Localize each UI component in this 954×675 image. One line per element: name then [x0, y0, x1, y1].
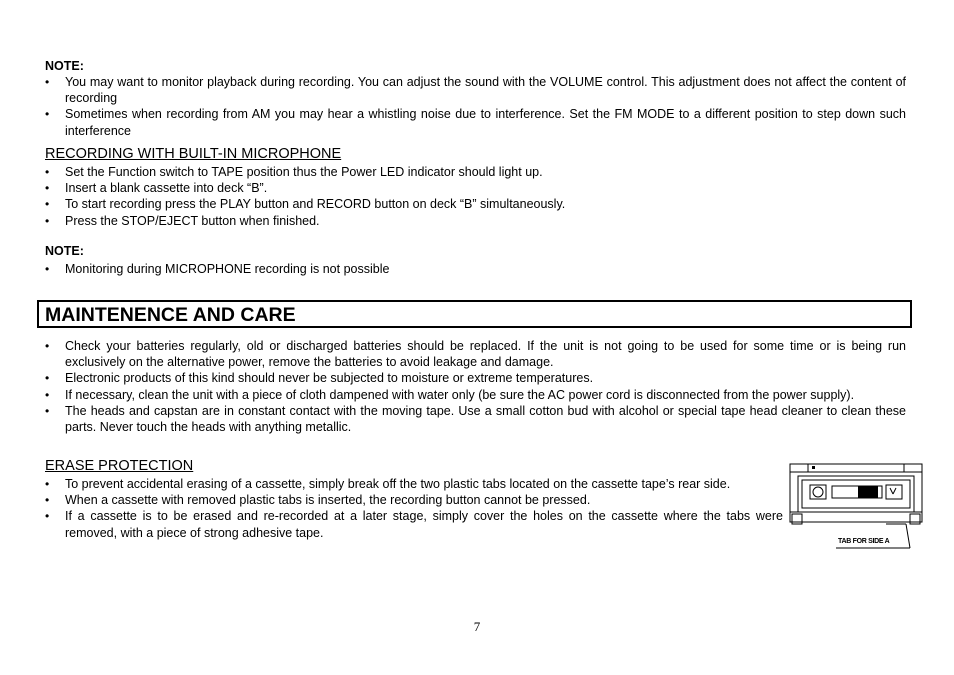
recording-list: [45, 164, 906, 229]
recording-heading: RECORDING WITH BUILT-IN MICROPHONE: [45, 146, 342, 162]
note-heading: NOTE:: [45, 244, 84, 258]
maintenance-list: [45, 338, 906, 435]
section-title-box: [37, 300, 912, 328]
list-item: • The heads and capstan are in constant contact with the moving tape. Use a small cotton bud with alcohol or special tape head cleaner to clean these parts. Never touch the heads with anything metallic.: [45, 403, 906, 435]
cassette-figure: [788, 462, 924, 554]
erase-heading: ERASE PROTECTION: [45, 458, 194, 474]
section-title: MAINTENENCE AND CARE: [45, 304, 296, 326]
list-item: • To start recording press the PLAY button and RECORD button on deck “B” simultaneously.: [45, 196, 906, 212]
list-item: • Press the STOP/EJECT button when finished.: [45, 213, 906, 229]
list-item: • To prevent accidental erasing of a cassette, simply break off the two plastic tabs located on the cassette tape’s rear side.: [45, 476, 783, 492]
list-item: • You may want to monitor playback during recording. You can adjust the sound with the VOLUME control. This adjustment does not affect the content of recording: [45, 74, 906, 106]
list-item: • Electronic products of this kind should never be subjected to moisture or extreme temperatures.: [45, 370, 906, 386]
erase-list: [45, 476, 783, 541]
list-item: • If necessary, clean the unit with a piece of cloth dampened with water only (be sure the AC power cord is disconnected from the power supply).: [45, 387, 906, 403]
list-item: • Sometimes when recording from AM you may hear a whistling noise due to interference. Set the FM MODE to a different position to step down such interference: [45, 106, 906, 138]
list-item: • Insert a blank cassette into deck “B”.: [45, 180, 906, 196]
note-heading: NOTE:: [45, 59, 84, 73]
note-list: [45, 74, 906, 139]
list-item: • If a cassette is to be erased and re-recorded at a later stage, simply cover the holes on the cassette where the tabs were removed, with a piece of strong adhesive tape.: [45, 508, 783, 540]
note-list: [45, 261, 906, 277]
list-item: • Check your batteries regularly, old or discharged batteries should be replaced. If the unit is not going to be used for some time or is being run exclusively on the alternative power, remove the batteries to avoid leakage and damage.: [45, 338, 906, 370]
list-item: • Monitoring during MICROPHONE recording is not possible: [45, 261, 906, 277]
list-item: • When a cassette with removed plastic tabs is inserted, the recording button cannot be pressed.: [45, 492, 783, 508]
figure-caption: TAB FOR SIDE A: [838, 538, 890, 545]
list-item: • Set the Function switch to TAPE position thus the Power LED indicator should light up.: [45, 164, 906, 180]
page-number: 7: [473, 619, 481, 634]
